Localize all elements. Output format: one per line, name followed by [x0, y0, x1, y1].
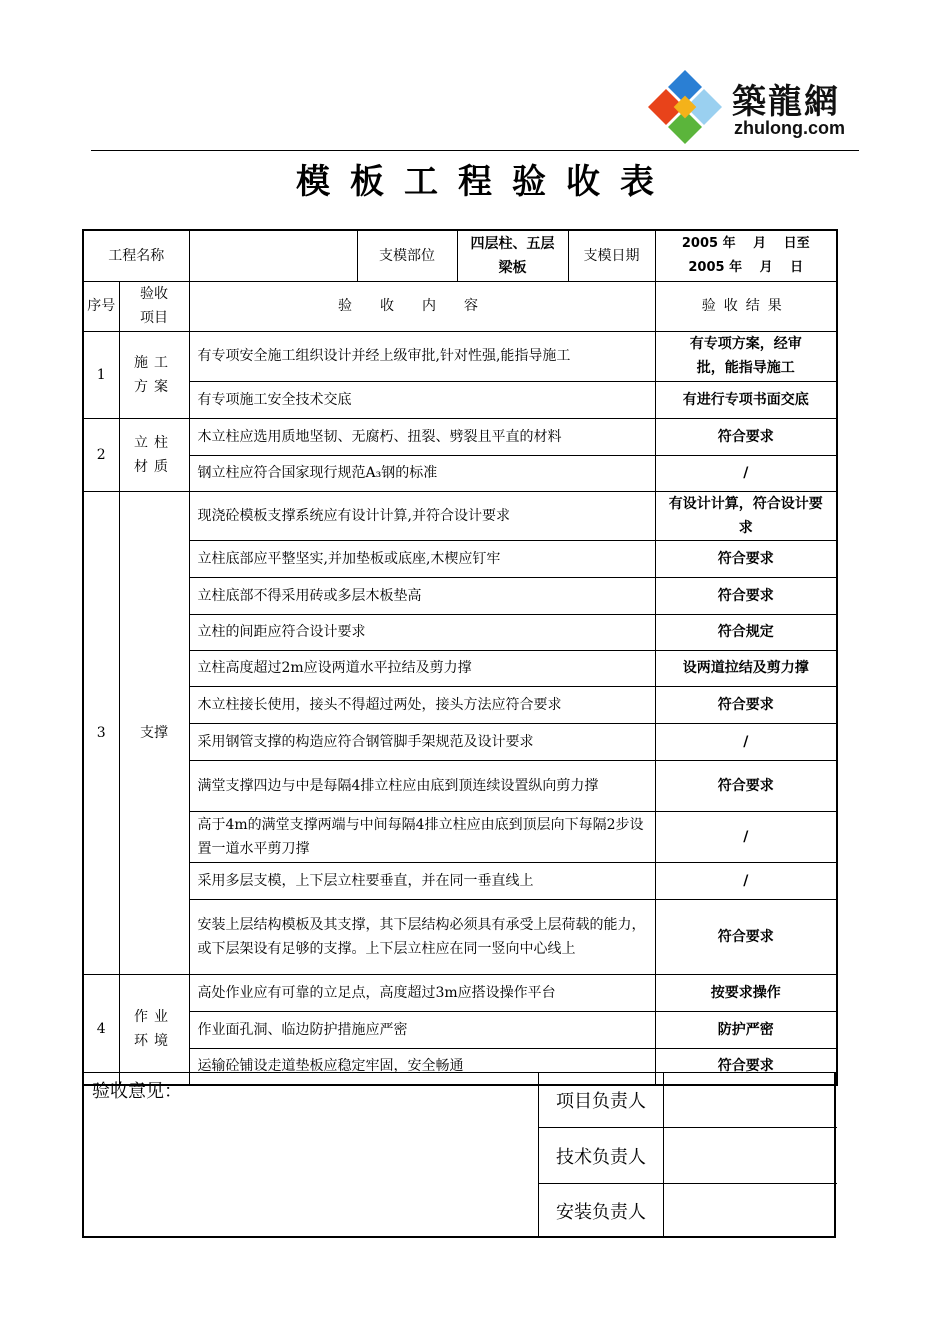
group-number: 4 [83, 974, 119, 1085]
content-cell: 木立柱应选用质地坚韧、无腐朽、扭裂、劈裂且平直的材料 [189, 418, 655, 455]
result-cell: 符合要求 [655, 577, 837, 614]
date-line-1: 2005 年 月 日至 [681, 235, 810, 251]
group-item: 立柱材质 [119, 418, 189, 491]
result-cell: 防护严密 [655, 1011, 837, 1048]
content-cell: 满堂支撑四边与中是每隔4排立柱应由底到顶连续设置纵向剪力撑 [189, 760, 655, 811]
table-row [83, 614, 837, 650]
project-name-value [189, 230, 357, 281]
signer-signature-field[interactable] [664, 1183, 837, 1238]
table-row [83, 862, 837, 899]
table-row [83, 974, 837, 1011]
logo-english-text: zhulong.com [734, 118, 845, 138]
seq-header: 序号 [83, 281, 119, 331]
content-cell: 现浇砼模板支撑系统应有设计计算,并符合设计要求 [189, 491, 655, 540]
table-row [83, 1011, 837, 1048]
page-title: 模板工程验收表 [296, 162, 674, 202]
signer-table [538, 1073, 837, 1238]
part-label: 支模部位 [357, 230, 457, 281]
content-cell: 立柱高度超过2m应设两道水平拉结及剪力撑 [189, 650, 655, 686]
header-divider [91, 150, 859, 151]
content-cell: 立柱的间距应符合设计要求 [189, 614, 655, 650]
group-item: 施工方案 [119, 331, 189, 418]
result-cell: 符合要求 [655, 1048, 837, 1085]
signer-label: 安装负责人 [539, 1183, 664, 1238]
date-label: 支模日期 [568, 230, 655, 281]
group-number: 3 [83, 491, 119, 974]
content-cell: 运输砼铺设走道垫板应稳定牢固，安全畅通 [189, 1048, 655, 1085]
table-row [83, 418, 837, 455]
group-number: 1 [83, 331, 119, 418]
content-cell: 钢立柱应符合国家现行规范A₃钢的标准 [189, 455, 655, 491]
result-cell: 有设计计算，符合设计要求 [655, 491, 837, 540]
result-cell: 符合规定 [655, 614, 837, 650]
content-cell: 有专项施工安全技术交底 [189, 381, 655, 418]
content-header: 验收内容 [189, 281, 655, 331]
signoff-section [82, 1072, 836, 1238]
signer-label: 项目负责人 [539, 1073, 664, 1128]
content-cell: 有专项安全施工组织设计并经上级审批,针对性强,能指导施工 [189, 331, 655, 381]
result-cell: 设两道拉结及剪力撑 [655, 650, 837, 686]
result-cell: 符合要求 [655, 418, 837, 455]
result-cell: 符合要求 [655, 760, 837, 811]
result-cell: 符合要求 [655, 686, 837, 723]
table-row [83, 577, 837, 614]
table-row [83, 899, 837, 974]
table-row [83, 650, 837, 686]
table-row [83, 491, 837, 540]
content-cell: 木立柱接长使用，接头不得超过两处，接头方法应符合要求 [189, 686, 655, 723]
group-item: 支撑 [119, 491, 189, 974]
content-cell: 立柱底部应平整坚实,并加垫板或底座,木楔应钉牢 [189, 540, 655, 577]
table-row [83, 811, 837, 862]
content-cell: 采用多层支模，上下层立柱要垂直，并在同一垂直线上 [189, 862, 655, 899]
result-cell: 按要求操作 [655, 974, 837, 1011]
content-cell: 立柱底部不得采用砖或多层木板垫高 [189, 577, 655, 614]
result-cell: / [655, 455, 837, 491]
signer-signature-field[interactable] [664, 1073, 837, 1128]
table-row [83, 455, 837, 491]
content-cell: 高处作业应有可靠的立足点，高度超过3m应搭设操作平台 [189, 974, 655, 1011]
result-cell: 符合要求 [655, 540, 837, 577]
result-cell: 符合要求 [655, 899, 837, 974]
table-row [83, 760, 837, 811]
result-cell: / [655, 811, 837, 862]
content-cell: 采用钢管支撑的构造应符合钢管脚手架规范及设计要求 [189, 723, 655, 760]
zhulong-logo [644, 66, 864, 148]
item-header: 验收项目 [119, 281, 189, 331]
content-cell: 安装上层结构模板及其支撑，其下层结构必须具有承受上层荷载的能力，或下层架设有足够的支撑。上下层立柱应在同一竖向中心线上 [189, 899, 655, 974]
content-cell: 作业面孔洞、临边防护措施应严密 [189, 1011, 655, 1048]
group-item: 作业环境 [119, 974, 189, 1085]
logo-cube-icon [644, 66, 726, 148]
result-cell: / [655, 723, 837, 760]
logo-chinese-text: 築龍網 [732, 82, 840, 122]
content-cell: 高于4m的满堂支撑两端与中间每隔4排立柱应由底到顶层向下每隔2步设置一道水平剪刀撑 [189, 811, 655, 862]
result-cell: / [655, 862, 837, 899]
signer-signature-field[interactable] [664, 1128, 837, 1184]
column-header-row [83, 281, 837, 331]
header-row [83, 230, 837, 281]
table-row [83, 540, 837, 577]
result-header: 验收结果 [655, 281, 837, 331]
table-row [83, 723, 837, 760]
part-value: 四层柱、五层梁板 [457, 230, 568, 281]
signer-label: 技术负责人 [539, 1128, 664, 1184]
project-name-label: 工程名称 [83, 230, 189, 281]
table-row [83, 686, 837, 723]
inspection-table [82, 229, 838, 1086]
date-line-2: 2005 年 月 日 [688, 259, 804, 275]
opinion-label: 验收意见： [92, 1081, 182, 1102]
table-row [83, 381, 837, 418]
result-cell: 有进行专项书面交底 [655, 381, 837, 418]
result-cell: 有专项方案，经审批，能指导施工 [655, 331, 837, 381]
table-row [83, 331, 837, 381]
group-number: 2 [83, 418, 119, 491]
